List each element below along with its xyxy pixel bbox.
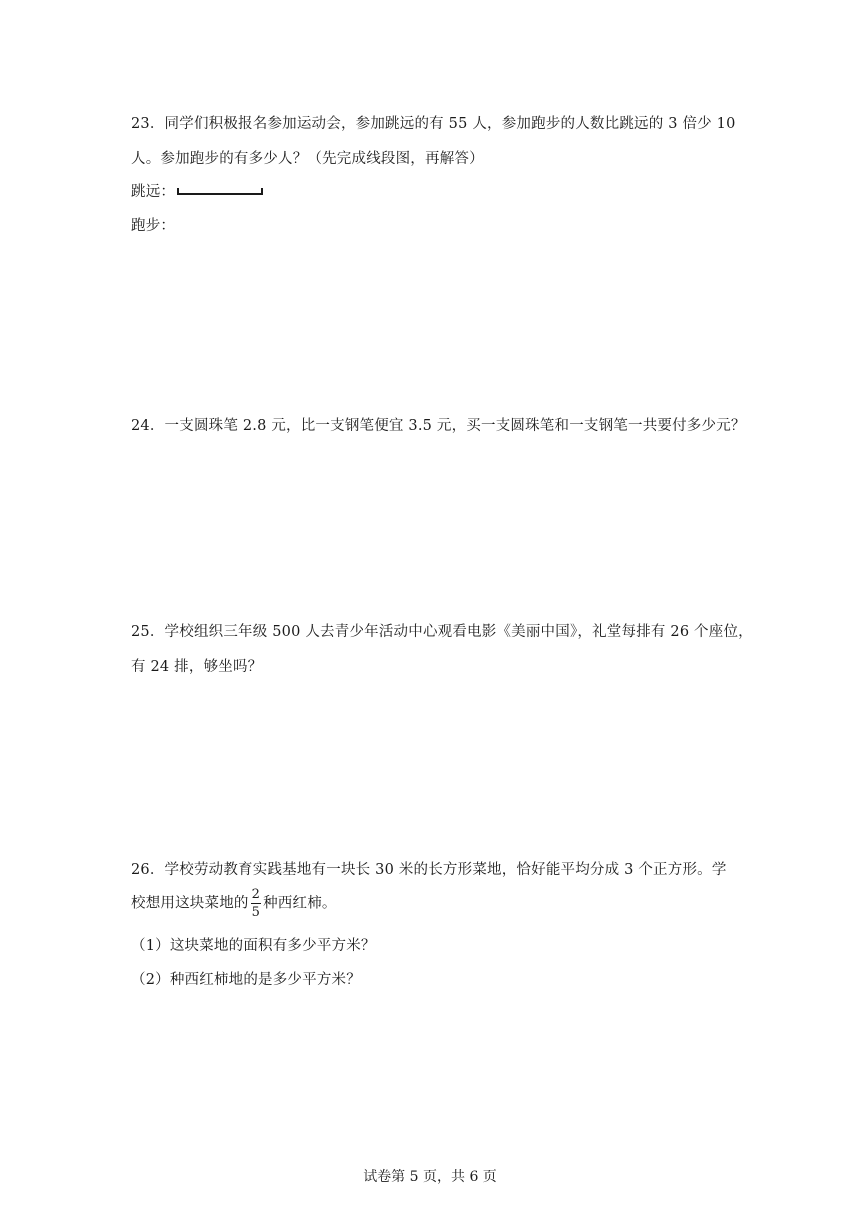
q23-jump-label: 跳远： xyxy=(131,184,176,200)
q26-sub-2: （2）种西红柿地的是多少平方米？ xyxy=(131,972,361,988)
q23-jump-row xyxy=(131,180,263,201)
q26-sub-1: （1）这块菜地的面积有多少平方米？ xyxy=(131,938,376,954)
q23-run-label: 跑步： xyxy=(131,218,176,234)
q26-line-2-after: 种西红柿。 xyxy=(263,895,337,912)
fraction-numerator: 2 xyxy=(251,887,261,902)
q23-line-1: 23．同学们积极报名参加运动会，参加跳远的有 55 人，参加跑步的人数比跳远的 3 倍少 10 xyxy=(131,116,736,132)
q26-line-2 xyxy=(131,888,337,919)
q23-line-2: 人。参加跑步的有多少人？（先完成线段图，再解答） xyxy=(131,151,484,167)
fraction-two-fifths xyxy=(251,888,261,919)
q25-line-2: 有 24 排，够坐吗？ xyxy=(131,659,263,675)
q26-line-1: 26．学校劳动教育实践基地有一块长 30 米的长方形菜地，恰好能平均分成 3 个正方形。学 xyxy=(131,862,727,878)
q24-line-1: 24．一支圆珠笔 2.8 元，比一支钢笔便宜 3.5 元，买一支圆珠笔和一支钢笔一共要付多少元？ xyxy=(131,418,746,434)
page-footer: 试卷第 5 页，共 6 页 xyxy=(363,1169,497,1185)
q25-line-1: 25．学校组织三年级 500 人去青少年活动中心观看电影《美丽中国》，礼堂每排有 26 个座位， xyxy=(131,624,753,640)
fraction-denominator: 5 xyxy=(251,905,261,920)
q26-line-2-before: 校想用这块菜地的 xyxy=(131,895,249,912)
jump-line-segment xyxy=(177,187,263,197)
